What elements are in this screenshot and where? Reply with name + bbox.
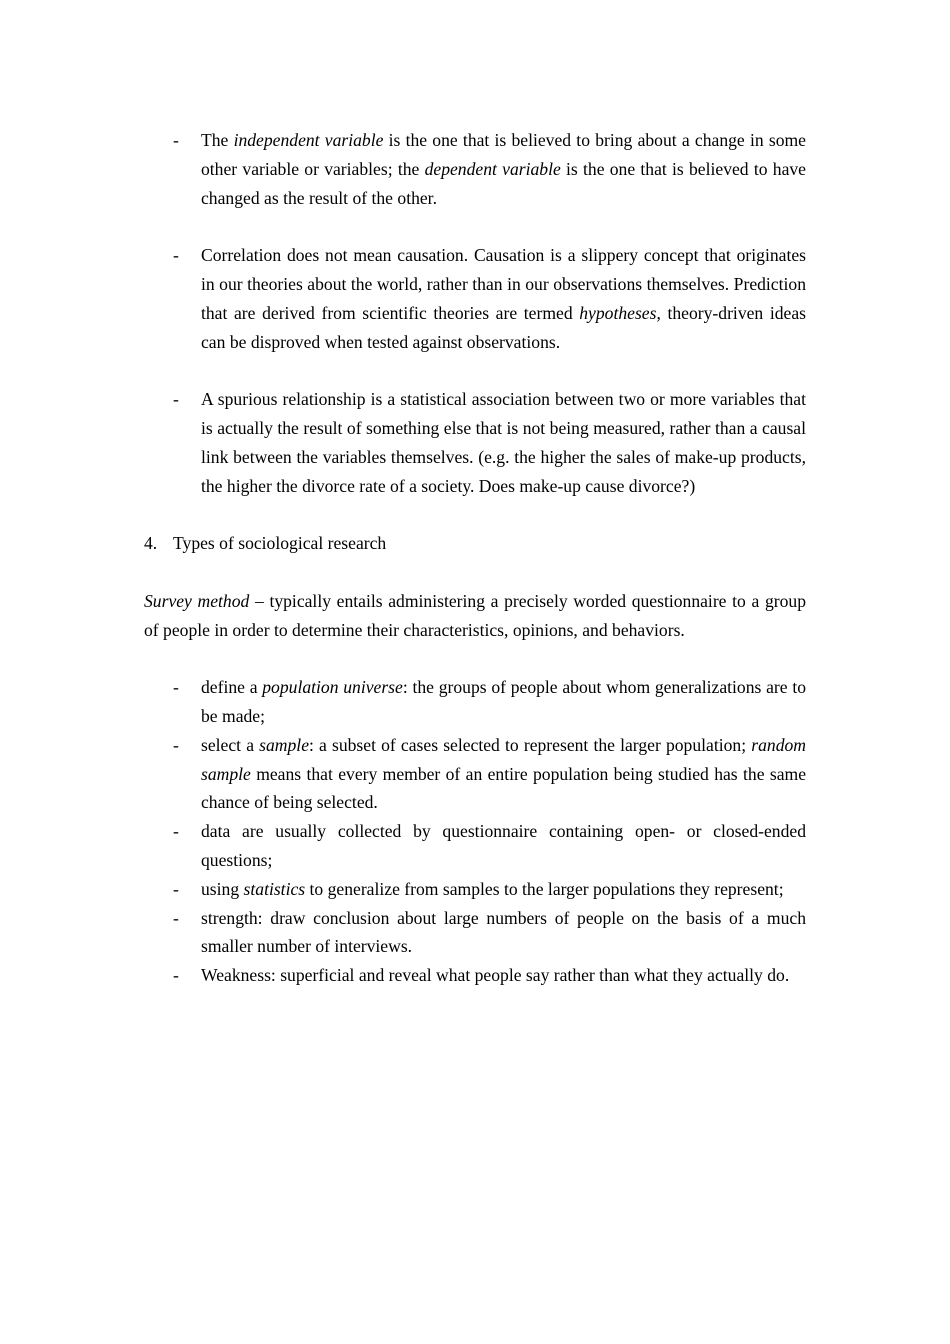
term-survey-method: Survey method bbox=[144, 590, 250, 611]
list-item: - A spurious relationship is a statistical association between two or more variables that is actually the result of something else that is not being measured, rather than a causal link between the variables themselves. (e.g. the higher the sales of make-up products, the higher the divorce rate of a society. Does make-up cause divorce?) bbox=[144, 385, 806, 500]
bullet-dash: - bbox=[173, 878, 179, 899]
variables-bullet-list bbox=[144, 126, 806, 500]
section-number: 4. bbox=[144, 533, 158, 554]
list-item: - using statistics to generalize from samples to the larger populations they represent; bbox=[144, 875, 806, 904]
section-title: Types of sociological research bbox=[173, 533, 387, 554]
bullet-dash: - bbox=[173, 821, 179, 842]
list-item: - Correlation does not mean causation. Causation is a slippery concept that originates in our theories about the world, rather than in our observations themselves. Prediction that are derived from scientific theories are termed hypotheses, theory-driven ideas can be disproved when tested against observations. bbox=[144, 241, 806, 356]
list-item: - Weakness: superficial and reveal what people say rather than what they actually do. bbox=[144, 961, 806, 990]
term-dependent-variable: dependent variable bbox=[424, 158, 561, 179]
bullet-dash: - bbox=[173, 965, 179, 986]
term-sample: sample bbox=[259, 734, 309, 755]
page-content bbox=[144, 126, 806, 990]
term-population-universe: population universe bbox=[262, 677, 403, 698]
list-item: - data are usually collected by questionnaire containing open- or closed-ended questions; bbox=[144, 817, 806, 875]
bullet-dash: - bbox=[173, 245, 179, 266]
list-item: - strength: draw conclusion about large numbers of people on the basis of a much smaller number of interviews. bbox=[144, 904, 806, 962]
term-hypotheses: hypotheses bbox=[579, 302, 657, 323]
list-item: - define a population universe: the groups of people about whom generalizations are to be made; bbox=[144, 673, 806, 731]
list-item: - select a sample: a subset of cases selected to represent the larger population; random sample means that every member of an entire population being studied has the same chance of being selected. bbox=[144, 731, 806, 817]
bullet-dash: - bbox=[173, 130, 179, 150]
bullet-dash: - bbox=[173, 734, 179, 755]
term-random-sample: random sample bbox=[201, 734, 806, 784]
bullet-dash: - bbox=[173, 907, 179, 928]
term-statistics: statistics bbox=[243, 878, 306, 899]
term-independent-variable: independent variable bbox=[233, 130, 384, 150]
bullet-dash: - bbox=[173, 389, 179, 410]
survey-bullet-list bbox=[144, 673, 806, 990]
list-item: - The independent variable is the one that is believed to bring about a change in some other variable or variables; the dependent variable is the one that is believed to have changed as the result of the other. bbox=[144, 126, 806, 212]
bullet-dash: - bbox=[173, 677, 179, 698]
section-heading bbox=[144, 529, 806, 558]
survey-method-paragraph: Survey method – typically entails administering a precisely worded questionnaire to a group of people in order to determine their characteristics, opinions, and behaviors. bbox=[144, 590, 807, 640]
